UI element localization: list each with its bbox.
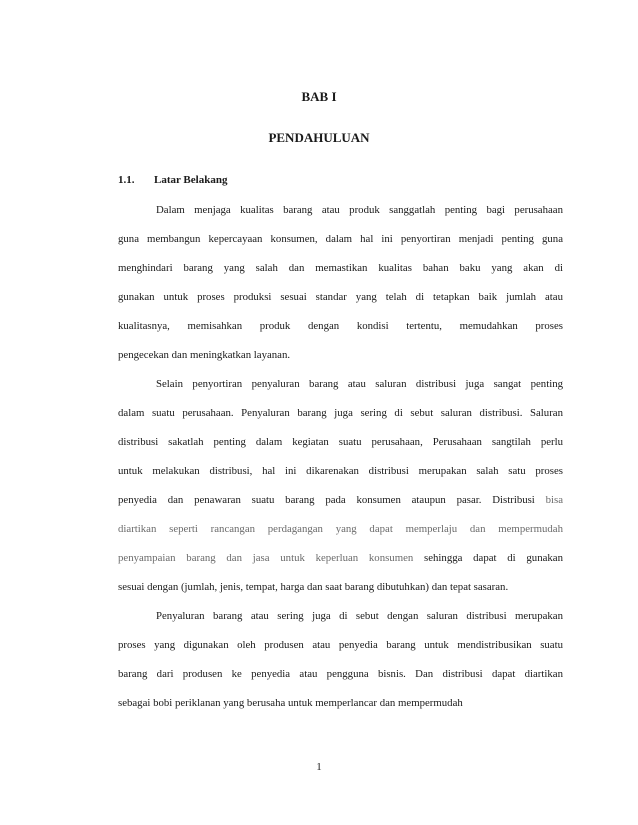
paragraph-3-line-3: barang dari produsen ke penyedia atau pengguna bisnis. Dan distribusi dapat diartikan	[118, 668, 563, 680]
paragraph-1-line-4: gunakan untuk proses produksi sesuai standar yang telah di tetapkan baik jumlah atau	[118, 291, 563, 303]
chapter-title: PENDAHULUAN	[268, 130, 370, 145]
paragraph-2-line-6: diartikan seperti rancangan perdagangan yang dapat memperlaju dan mempermudah	[118, 523, 563, 535]
paragraph-2-line-5	[118, 493, 563, 507]
paragraph-3-line-1: Penyaluran barang atau sering juga di sebut dengan saluran distribusi merupakan	[156, 610, 563, 622]
gray-text: bisa	[545, 494, 563, 506]
section-number: 1.1.	[118, 174, 135, 186]
paragraph-1-line-1: Dalam menjaga kualitas barang atau produk sanggatlah penting bagi perusahaan	[156, 204, 563, 216]
paragraph-2-line-4: untuk melakukan distribusi, hal ini dikarenakan distribusi merupakan salah satu proses	[118, 465, 563, 477]
paragraph-1-line-6: pengecekan dan meningkatkan layanan.	[118, 349, 291, 361]
paragraph-1-line-2: guna membangun kepercayaan konsumen, dalam hal ini penyortiran menjadi penting guna	[118, 233, 563, 245]
paragraph-2-line-2: dalam suatu perusahaan. Penyaluran barang juga sering di sebut saluran distribusi. Saluran	[118, 407, 563, 419]
paragraph-1-line-5: kualitasnya, memisahkan produk dengan kondisi tertentu, memudahkan proses	[118, 320, 563, 332]
section-title: Latar Belakang	[154, 174, 228, 186]
gray-text: penyampaian barang dan jasa untuk keperluan konsumen	[118, 552, 425, 564]
paragraph-2-line-8: sesuai dengan (jumlah, jenis, tempat, harga dan saat barang dibutuhkan) dan tepat sasaran.	[118, 581, 509, 593]
section-heading	[118, 174, 227, 186]
line-text: sehingga dapat di gunakan	[424, 552, 563, 564]
paragraph-3-line-2: proses yang digunakan oleh produsen atau penyedia barang untuk mendistribusikan suatu	[118, 639, 563, 651]
paragraph-3-line-4: sebagai bobi periklanan yang berusaha untuk memperlancar dan mempermudah	[118, 697, 463, 709]
paragraph-2-line-7	[118, 551, 563, 565]
paragraph-1-line-3: menghindari barang yang salah dan memastikan kualitas bahan baku yang akan di	[118, 262, 563, 274]
chapter-number: BAB I	[301, 89, 337, 104]
paragraph-2-line-1: Selain penyortiran penyaluran barang atau saluran distribusi juga sangat penting	[156, 378, 563, 390]
page-number: 1	[316, 761, 322, 773]
line-text: penyedia dan penawaran suatu barang pada konsumen ataupun pasar. Distribusi	[118, 494, 546, 506]
paragraph-2-line-3: distribusi sakatlah penting dalam kegiatan suatu perusahaan, Perusahaan sangtilah perlu	[118, 436, 563, 448]
